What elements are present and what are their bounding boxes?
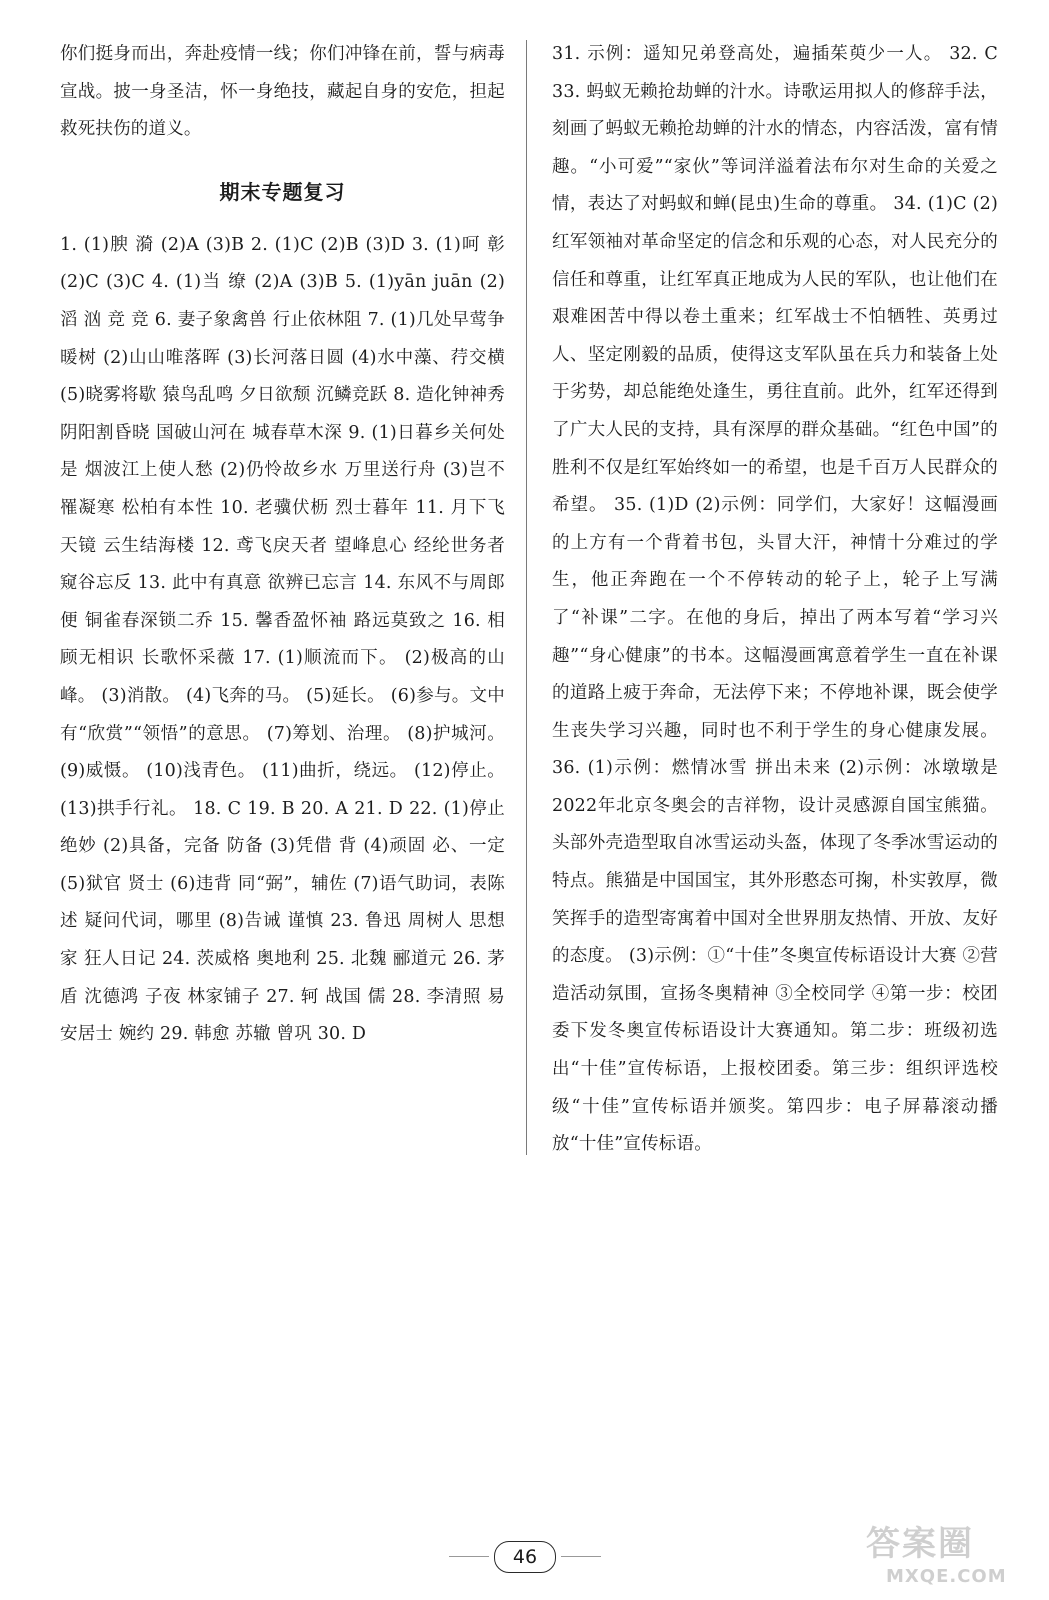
watermark-logo [858, 1522, 1033, 1592]
watermark-bottom-text: MXQE.COM [886, 1566, 1007, 1587]
intro-paragraph: 你们挺身而出，奔赴疫情一线；你们冲锋在前，誓与病毒宣战。披一身圣洁，怀一身绝技，藏起自身的安危，担起救死扶伤的道义。 [60, 44, 505, 140]
section-title: 期末专题复习 [219, 179, 346, 204]
column-divider [526, 40, 527, 1155]
right-answers-paragraph: 31. 示例：遥知兄弟登高处，遍插茱萸少一人。 32. C 33. 蚂蚁无赖抢劫蝉的汁水。诗歌运用拟人的修辞手法，刻画了蚂蚁无赖抢劫蝉的汁水的情态，内容活泼，富有情趣。“小可爱”“家伙”等词洋溢着法布尔对生命的关爱之情，表达了对蚂蚁和蝉(昆虫)生命的尊重。 34. (1)C (2)红军领袖对革命坚定的信念和乐观的心态，对人民充分的信任和尊重，让红军真正地成为人民的军队，也让他们在艰难困苦中得以卷土重来；红军战士不怕牺牲、英勇过人、坚定刚毅的品质，使得这支军队虽在兵力和装备上处于劣势，却总能绝处逢生，勇往直前。此外，红军还得到了广大人民的支持，具有深厚的群众基础。“红色中国”的胜利不仅是红军始终如一的希望，也是千百万人民群众的希望。 35. (1)D (2)示例：同学们，大家好！这幅漫画的上方有一个背着书包，头冒大汗，神情十分难过的学生，他正奔跑在一个不停转动的轮子上，轮子上写满了“补课”二字。在他的身后，掉出了两本写着“学习兴趣”“身心健康”的书本。这幅漫画寓意着学生一直在补课的道路上疲于奔命，无法停下来；不停地补课，既会使学生丧失学习兴趣，同时也不利于学生的身心健康发展。 36. (1)示例：燃情冰雪 拼出未来 (2)示例：冰墩墩是2022年北京冬奥会的吉祥物，设计灵感源自国宝熊猫。头部外壳造型取自冰雪运动头盔，体现了冬季冰雪运动的特点。熊猫是中国国宝，其外形憨态可掬，朴实敦厚，微笑挥手的造型寄寓着中国对全世界朋友热情、开放、友好的态度。 (3)示例：①“十佳”冬奥宣传标语设计大赛 ②营造活动氛围，宣扬冬奥精神 ③全校同学 ④第一步：校团委下发冬奥宣传标语设计大赛通知。第二步：班级初选出“十佳”宣传标语，上报校团委。第三步：组织评选校级“十佳”宣传标语并颁奖。第四步：电子屏幕滚动播放“十佳”宣传标语。 [552, 44, 998, 1155]
watermark-top-text: 答案圈 [866, 1524, 974, 1564]
right-column [552, 36, 998, 1164]
page-number: 46 [494, 1541, 556, 1573]
left-answers-paragraph: 1. (1)腴 漪 (2)A (3)B 2. (1)C (2)B (3)D 3. (1)呵 彰 (2)C (3)C 4. (1)当 缭 (2)A (3)B 5. (1)yān juān (2)滔 汹 竞 竞 6. 妻子象禽兽 行止依林阻 7. (1)几处早莺争暖树 (2)山山唯落晖 (3)长河落日圆 (4)水中藻、荇交横 (5)晓雾将歇 猿鸟乱鸣 夕日欲颓 沉鳞竞跃 8. 造化钟神秀 阴阳割昏晓 国破山河在 城春草木深 9. (1)日暮乡关何处是 烟波江上使人愁 (2)仍怜故乡水 万里送行舟 (3)岂不罹凝寒 松柏有本性 10. 老骥伏枥 烈士暮年 11. 月下飞天镜 云生结海楼 12. 鸢飞戾天者 望峰息心 经纶世务者 窥谷忘反 13. 此中有真意 欲辨已忘言 14. 东风不与周郎便 铜雀春深锁二乔 15. 馨香盈怀袖 路远莫致之 16. 相顾无相识 长歌怀采薇 17. (1)顺流而下。 (2)极高的山峰。 (3)消散。 (4)飞奔的马。 (5)延长。 (6)参与。文中有“欣赏”“领悟”的意思。 (7)筹划、治理。 (8)护城河。 (9)威慑。 (10)浅青色。 (11)曲折，绕远。 (12)停止。 (13)拱手行礼。 18. C 19. B 20. A 21. D 22. (1)停止 绝妙 (2)具备，完备 防备 (3)凭借 背 (4)顽固 必、一定 (5)狱官 贤士 (6)违背 同“弼”，辅佐 (7)语气助词，表陈述 疑问代词，哪里 (8)告诫 谨慎 23. 鲁迅 周树人 思想家 狂人日记 24. 茨威格 奥地利 25. 北魏 郦道元 26. 茅盾 沈德鸿 子夜 林家铺子 27. 轲 战国 儒 28. 李清照 易安居士 婉约 29. 韩愈 苏辙 曾巩 30. D [60, 234, 505, 1045]
left-column [60, 36, 505, 1054]
